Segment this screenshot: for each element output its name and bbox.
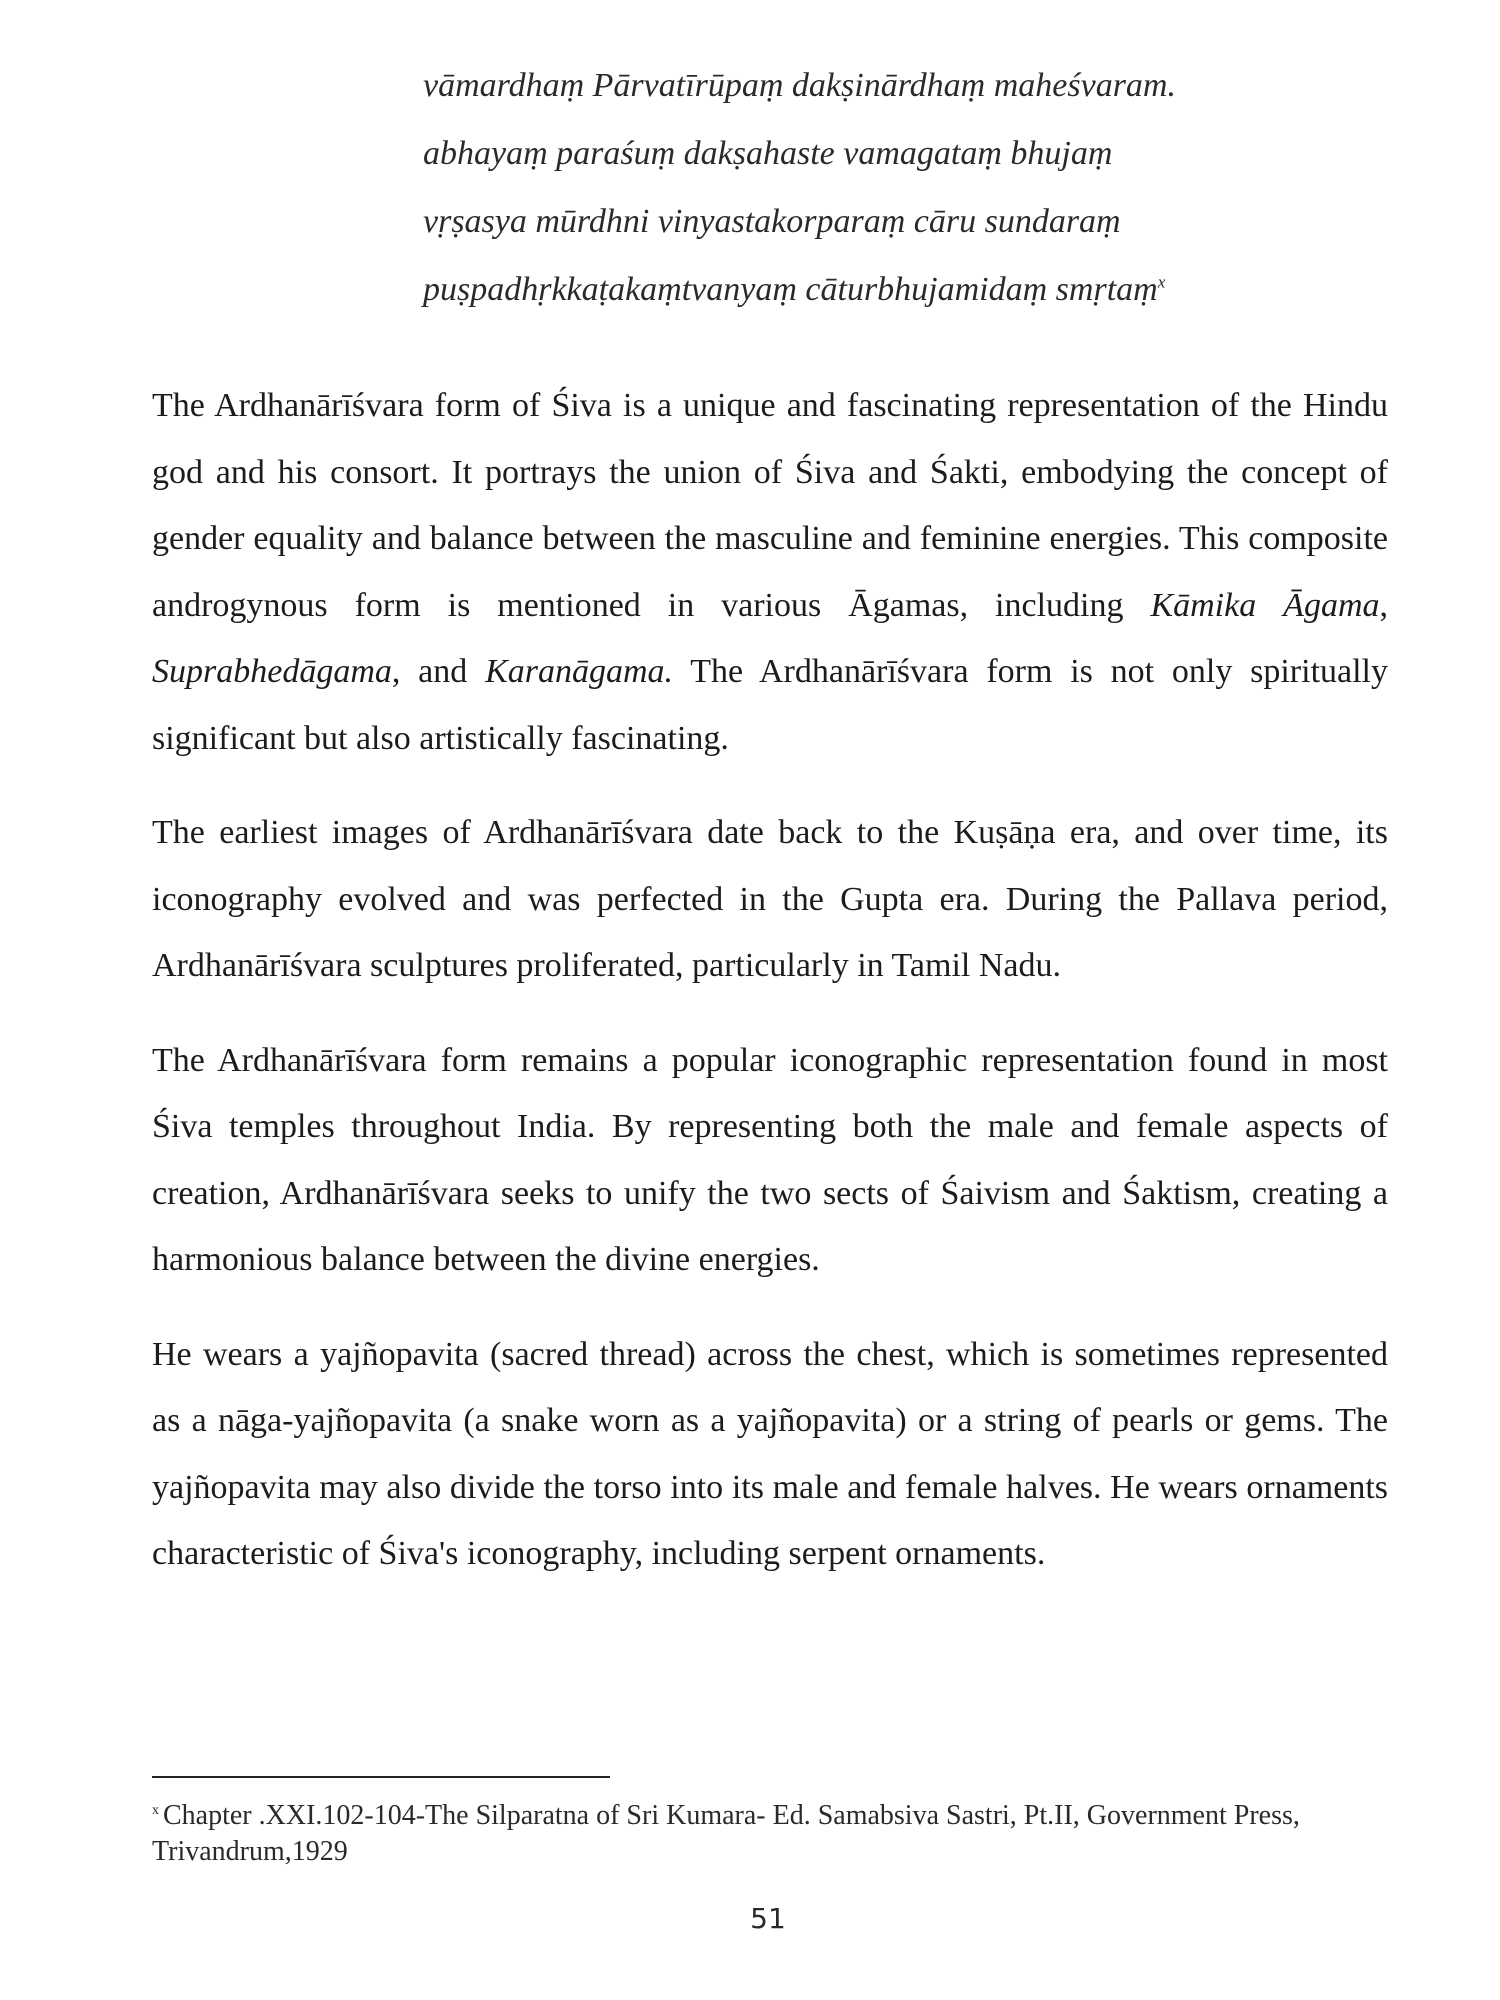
paragraph-3: The Ardhanārīśvara form remains a popular iconographic representation found in most Śiva temples throughout India. By representing both the male and female aspects of creation, Ardhanārīśvara seeks to unify the two sects of Śaivism and Śaktism, creating a harmonious balance between the divine energies. bbox=[152, 1041, 1388, 1278]
verse-line-1: vāmardhaṃ Pārvatīrūpaṃ dakṣinārdhaṃ maheśvaram. bbox=[423, 67, 1176, 104]
footnote-marker: x bbox=[152, 1802, 159, 1818]
verse-line-4 bbox=[423, 256, 1323, 324]
footnote bbox=[152, 1798, 1388, 1870]
agama-title-suprabheda: Suprabhedāgama bbox=[152, 653, 392, 690]
verse-line-3: vṛṣasya mūrdhni vinyastakorparaṃ cāru sundaraṃ bbox=[423, 203, 1121, 240]
sanskrit-verse bbox=[423, 52, 1323, 324]
body-text bbox=[152, 373, 1388, 1616]
paragraph-1 bbox=[152, 373, 1388, 772]
verse-line-2: abhayaṃ paraśuṃ dakṣahaste vamagataṃ bhujaṃ bbox=[423, 135, 1113, 172]
footnote-reference-marker[interactable]: x bbox=[1157, 272, 1166, 292]
agama-title-kamika: Kāmika Āgama bbox=[1150, 586, 1380, 624]
agama-title-karana: Karanāgama. bbox=[485, 653, 674, 690]
paragraph-4: He wears a yajñopavita (sacred thread) across the chest, which is sometimes represented as a nāga-yajñopavita (a snake worn as a yajñopavita) or a string of pearls or gems. The yajñopavita may also divide the torso into its male and female halves. He wears ornaments characteristic of Śiva's iconography, including serpent ornaments. bbox=[152, 1335, 1388, 1572]
paragraph-1-sep-2: , and bbox=[391, 653, 486, 690]
paragraph-2: The earliest images of Ardhanārīśvara date back to the Kuṣāṇa era, and over time, its iconography evolved and was perfected in the Gupta era. During the Pallava period, Ardhanārīśvara sculptures proliferated, particularly in Tamil Nadu. bbox=[152, 814, 1388, 984]
paragraph-1-text-a: The Ardhanārīśvara form of Śiva is a unique and fascinating representation of the Hindu god and his consort. It portrays the union of Śiva and Śakti, embodying the concept of gender equality and balance between the masculine and feminine energies. This composite androgynous form is mentioned in various Āgamas, including bbox=[152, 387, 1388, 624]
footnote-divider bbox=[152, 1776, 610, 1778]
page-number: 51 bbox=[750, 1902, 786, 1935]
paragraph-1-text-b: The Ardhanārīśvara form is not only spiritually significant but also artistically fascinating. bbox=[152, 653, 1389, 757]
paragraph-1-sep-1: , bbox=[1379, 586, 1388, 624]
footnote-text: Chapter .XXI.102-104-The Silparatna of Sri Kumara- Ed. Samabsiva Sastri, Pt.II, Government Press, Trivandrum,1929 bbox=[152, 1800, 1300, 1867]
verse-line-4-text: puṣpadhṛkkaṭakaṃtvanyaṃ cāturbhujamidaṃ smṛtaṃ bbox=[423, 271, 1158, 308]
